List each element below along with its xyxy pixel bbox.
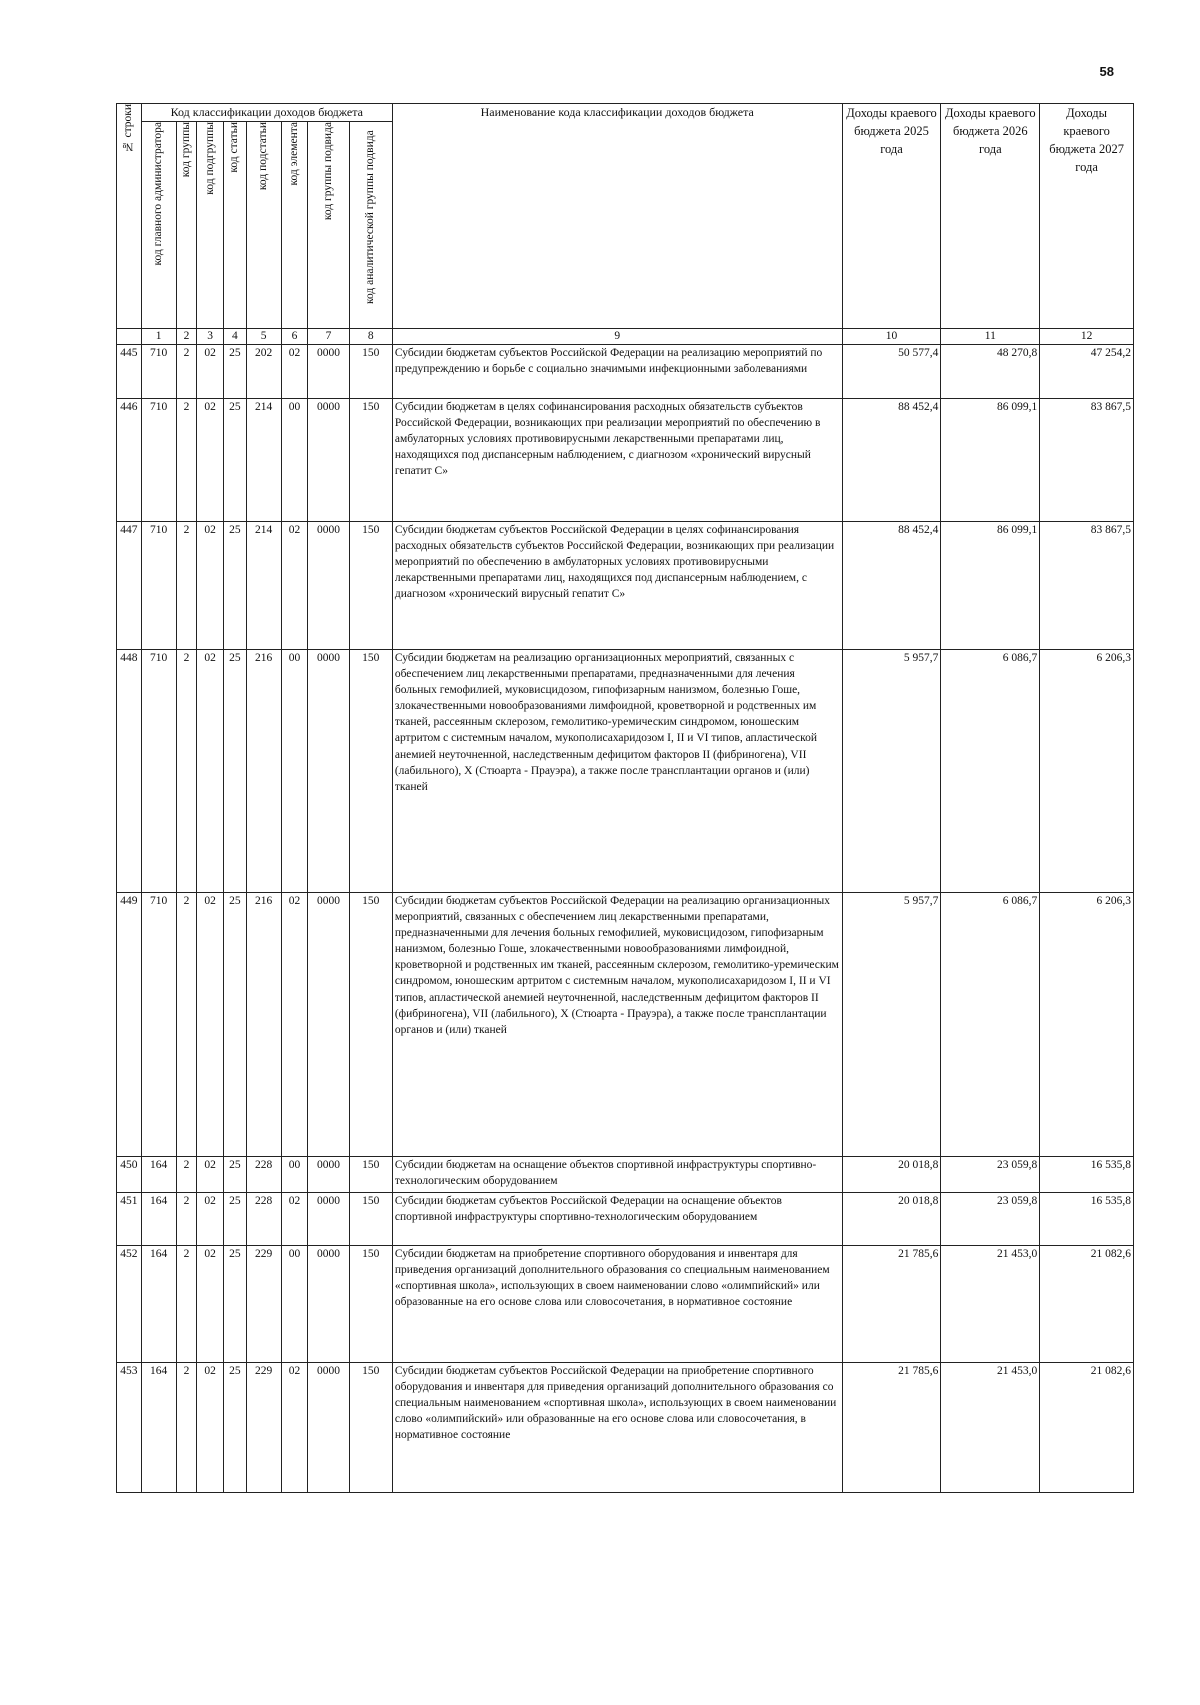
income-2026: 6 086,7: [941, 893, 1040, 1157]
table-row: [117, 893, 1134, 1157]
column-number: 1: [141, 329, 176, 345]
code-analytic-group: 150: [349, 650, 392, 893]
column-number: 3: [197, 329, 224, 345]
income-2027: 6 206,3: [1040, 650, 1134, 893]
code-admin: 710: [141, 893, 176, 1157]
income-2026: 23 059,8: [941, 1157, 1040, 1193]
code-analytic-group: 150: [349, 1363, 392, 1493]
code-article: 25: [224, 1157, 247, 1193]
code-group: 2: [176, 1193, 197, 1246]
code-subarticle: 214: [246, 399, 281, 522]
header-code-element: код элемента: [281, 122, 308, 329]
income-2026: 23 059,8: [941, 1193, 1040, 1246]
code-subgroup: 02: [197, 1246, 224, 1363]
income-2025: 21 785,6: [842, 1363, 941, 1493]
table-row: [117, 345, 1134, 399]
code-subgroup: 02: [197, 399, 224, 522]
code-subarticle: 228: [246, 1193, 281, 1246]
code-analytic-group: 150: [349, 345, 392, 399]
code-article: 25: [224, 1193, 247, 1246]
row-number: 446: [117, 399, 142, 522]
income-2027: 6 206,3: [1040, 893, 1134, 1157]
code-analytic-group: 150: [349, 893, 392, 1157]
code-subarticle: 229: [246, 1246, 281, 1363]
code-article: 25: [224, 345, 247, 399]
row-number: 450: [117, 1157, 142, 1193]
header-code-analytic-group: код аналитической группы подвида: [349, 122, 392, 329]
code-subarticle: 214: [246, 522, 281, 650]
code-subtype-group: 0000: [308, 893, 349, 1157]
code-group: 2: [176, 1246, 197, 1363]
table-row: [117, 1246, 1134, 1363]
income-2027: 21 082,6: [1040, 1363, 1134, 1493]
code-description: Субсидии бюджетам субъектов Российской Федерации на реализацию мероприятий по предупреждению и борьбе с социально значимыми инфекционными заболеваниями: [392, 345, 842, 399]
column-number: 5: [246, 329, 281, 345]
income-2025: 5 957,7: [842, 650, 941, 893]
code-description: Субсидии бюджетам субъектов Российской Федерации на приобретение спортивного оборудования и инвентаря для приведения организаций дополнительного образования со специальным наименованием «спортивная школа», использующих в своем наименовании слово «олимпийский» или образованные на его основе слова или словосочетания, в нормативное состояние: [392, 1363, 842, 1493]
column-number: 7: [308, 329, 349, 345]
code-admin: 164: [141, 1246, 176, 1363]
code-admin: 164: [141, 1193, 176, 1246]
code-article: 25: [224, 522, 247, 650]
header-code-admin: код главного администратора: [141, 122, 176, 329]
code-element: 00: [281, 1157, 308, 1193]
code-subgroup: 02: [197, 650, 224, 893]
row-number: 452: [117, 1246, 142, 1363]
code-subtype-group: 0000: [308, 1363, 349, 1493]
code-element: 02: [281, 1363, 308, 1493]
header-name: Наименование кода классификации доходов бюджета: [392, 104, 842, 329]
income-2025: 20 018,8: [842, 1157, 941, 1193]
code-description: Субсидии бюджетам субъектов Российской Федерации в целях софинансирования расходных обязательств субъектов Российской Федерации, возникающих при реализации мероприятий по обеспечению в амбулаторных условиях противовирусными лекарственными препаратами лиц, находящихся под диспансерным наблюдением, с диагнозом «хронический вирусный гепатит С»: [392, 522, 842, 650]
income-2026: 48 270,8: [941, 345, 1040, 399]
code-group: 2: [176, 522, 197, 650]
income-2027: 16 535,8: [1040, 1157, 1134, 1193]
code-subtype-group: 0000: [308, 650, 349, 893]
header-income-2026: Доходы краевого бюджета 2026 года: [941, 104, 1040, 329]
code-subtype-group: 0000: [308, 345, 349, 399]
row-number: 445: [117, 345, 142, 399]
code-subtype-group: 0000: [308, 1246, 349, 1363]
header-income-2027: Доходы краевого бюджета 2027 года: [1040, 104, 1134, 329]
page-number: 58: [1099, 64, 1114, 79]
code-description: Субсидии бюджетам на приобретение спортивного оборудования и инвентаря для приведения организаций дополнительного образования со специальным наименованием «спортивная школа», использующих в своем наименовании слово «олимпийский» или образованные на его основе слова или словосочетания, в нормативное состояние: [392, 1246, 842, 1363]
code-admin: 710: [141, 399, 176, 522]
code-subgroup: 02: [197, 522, 224, 650]
header-row-number: № строки: [117, 104, 142, 329]
code-subgroup: 02: [197, 1157, 224, 1193]
column-number: 8: [349, 329, 392, 345]
header-code-article: код статьи: [224, 122, 247, 329]
code-admin: 164: [141, 1157, 176, 1193]
table-row: [117, 650, 1134, 893]
income-2027: 83 867,5: [1040, 399, 1134, 522]
code-subgroup: 02: [197, 1363, 224, 1493]
code-admin: 164: [141, 1363, 176, 1493]
row-number: 453: [117, 1363, 142, 1493]
income-2025: 50 577,4: [842, 345, 941, 399]
code-group: 2: [176, 399, 197, 522]
income-2027: 16 535,8: [1040, 1193, 1134, 1246]
code-analytic-group: 150: [349, 399, 392, 522]
header-code-group: код группы: [176, 122, 197, 329]
code-element: 00: [281, 399, 308, 522]
code-subtype-group: 0000: [308, 1193, 349, 1246]
header-code-subgroup: код подгруппы: [197, 122, 224, 329]
code-article: 25: [224, 893, 247, 1157]
code-description: Субсидии бюджетам на реализацию организационных мероприятий, связанных с обеспечением лиц лекарственными препаратами, предназначенными для лечения больных гемофилией, муковисцидозом, гипофизарным нанизмом, болезнью Гоше, злокачественными новообразованиями лимфоидной, кроветворной и родственных им тканей, рассеянным склерозом, гемолитико-уремическим синдромом, юношеским артритом с системным началом, мукополисахаридозом I, II и VI типов, апластической анемией неуточненной, наследственным дефицитом факторов II (фибриногена), VII (лабильного), X (Стюарта - Прауэра), а также после трансплантации органов и (или) тканей: [392, 650, 842, 893]
column-number: 4: [224, 329, 247, 345]
code-subarticle: 229: [246, 1363, 281, 1493]
header-code-subtype-group: код группы подвида: [308, 122, 349, 329]
income-2025: 21 785,6: [842, 1246, 941, 1363]
table-row: [117, 1193, 1134, 1246]
income-2025: 5 957,7: [842, 893, 941, 1157]
code-description: Субсидии бюджетам в целях софинансирования расходных обязательств субъектов Российской Федерации, возникающих при реализации мероприятий по обеспечению в амбулаторных условиях противовирусными лекарственными препаратами лиц, находящихся под диспансерным наблюдением, с диагнозом «хронический вирусный гепатит С»: [392, 399, 842, 522]
code-group: 2: [176, 345, 197, 399]
income-2025: 88 452,4: [842, 399, 941, 522]
table-row: [117, 399, 1134, 522]
code-article: 25: [224, 399, 247, 522]
code-group: 2: [176, 650, 197, 893]
code-subarticle: 202: [246, 345, 281, 399]
row-number: 448: [117, 650, 142, 893]
code-element: 02: [281, 893, 308, 1157]
code-admin: 710: [141, 650, 176, 893]
column-number: 10: [842, 329, 941, 345]
code-article: 25: [224, 650, 247, 893]
column-number: 12: [1040, 329, 1134, 345]
header-income-2025: Доходы краевого бюджета 2025 года: [842, 104, 941, 329]
code-subgroup: 02: [197, 893, 224, 1157]
row-number: 447: [117, 522, 142, 650]
code-subarticle: 216: [246, 650, 281, 893]
code-subtype-group: 0000: [308, 399, 349, 522]
code-element: 00: [281, 1246, 308, 1363]
income-2026: 21 453,0: [941, 1363, 1040, 1493]
code-analytic-group: 150: [349, 1246, 392, 1363]
row-number: 451: [117, 1193, 142, 1246]
code-group: 2: [176, 893, 197, 1157]
column-number: 2: [176, 329, 197, 345]
column-numbers-row: [117, 329, 1134, 345]
code-subarticle: 216: [246, 893, 281, 1157]
column-number: 6: [281, 329, 308, 345]
income-2027: 47 254,2: [1040, 345, 1134, 399]
code-group: 2: [176, 1363, 197, 1493]
income-2025: 20 018,8: [842, 1193, 941, 1246]
income-2026: 21 453,0: [941, 1246, 1040, 1363]
income-2027: 83 867,5: [1040, 522, 1134, 650]
table-row: [117, 1363, 1134, 1493]
code-description: Субсидии бюджетам субъектов Российской Федерации на оснащение объектов спортивной инфраструктуры спортивно-технологическим оборудованием: [392, 1193, 842, 1246]
code-article: 25: [224, 1363, 247, 1493]
header-code-subarticle: код подстатьи: [246, 122, 281, 329]
code-element: 00: [281, 650, 308, 893]
code-admin: 710: [141, 522, 176, 650]
income-2025: 88 452,4: [842, 522, 941, 650]
code-analytic-group: 150: [349, 522, 392, 650]
income-2026: 86 099,1: [941, 399, 1040, 522]
code-subtype-group: 0000: [308, 1157, 349, 1193]
income-2026: 86 099,1: [941, 522, 1040, 650]
code-admin: 710: [141, 345, 176, 399]
budget-revenue-table: [116, 103, 1134, 1493]
code-element: 02: [281, 345, 308, 399]
code-description: Субсидии бюджетам субъектов Российской Федерации на реализацию организационных мероприятий, связанных с обеспечением лиц лекарственными препаратами, предназначенными для лечения больных гемофилией, муковисцидозом, гипофизарным нанизмом, болезнью Гоше, злокачественными новообразованиями лимфоидной, кроветворной и родственных им тканей, рассеянным склерозом, гемолитико-уремическим синдромом, юношеским артритом с системным началом, мукополисахаридозом I, II и VI типов, апластической анемией неуточненной, наследственным дефицитом факторов II (фибриногена), VII (лабильного), X (Стюарта - Прауэра), а также после трансплантации органов и (или) тканей: [392, 893, 842, 1157]
header-classification-group: Код классификации доходов бюджета: [141, 104, 392, 122]
code-article: 25: [224, 1246, 247, 1363]
code-group: 2: [176, 1157, 197, 1193]
income-2026: 6 086,7: [941, 650, 1040, 893]
income-2027: 21 082,6: [1040, 1246, 1134, 1363]
column-number: 9: [392, 329, 842, 345]
code-subgroup: 02: [197, 1193, 224, 1246]
table-row: [117, 522, 1134, 650]
code-subarticle: 228: [246, 1157, 281, 1193]
code-element: 02: [281, 522, 308, 650]
code-description: Субсидии бюджетам на оснащение объектов спортивной инфраструктуры спортивно-технологическим оборудованием: [392, 1157, 842, 1193]
table-row: [117, 1157, 1134, 1193]
code-element: 02: [281, 1193, 308, 1246]
code-subtype-group: 0000: [308, 522, 349, 650]
column-number: 11: [941, 329, 1040, 345]
code-subgroup: 02: [197, 345, 224, 399]
code-analytic-group: 150: [349, 1157, 392, 1193]
code-analytic-group: 150: [349, 1193, 392, 1246]
row-number: 449: [117, 893, 142, 1157]
